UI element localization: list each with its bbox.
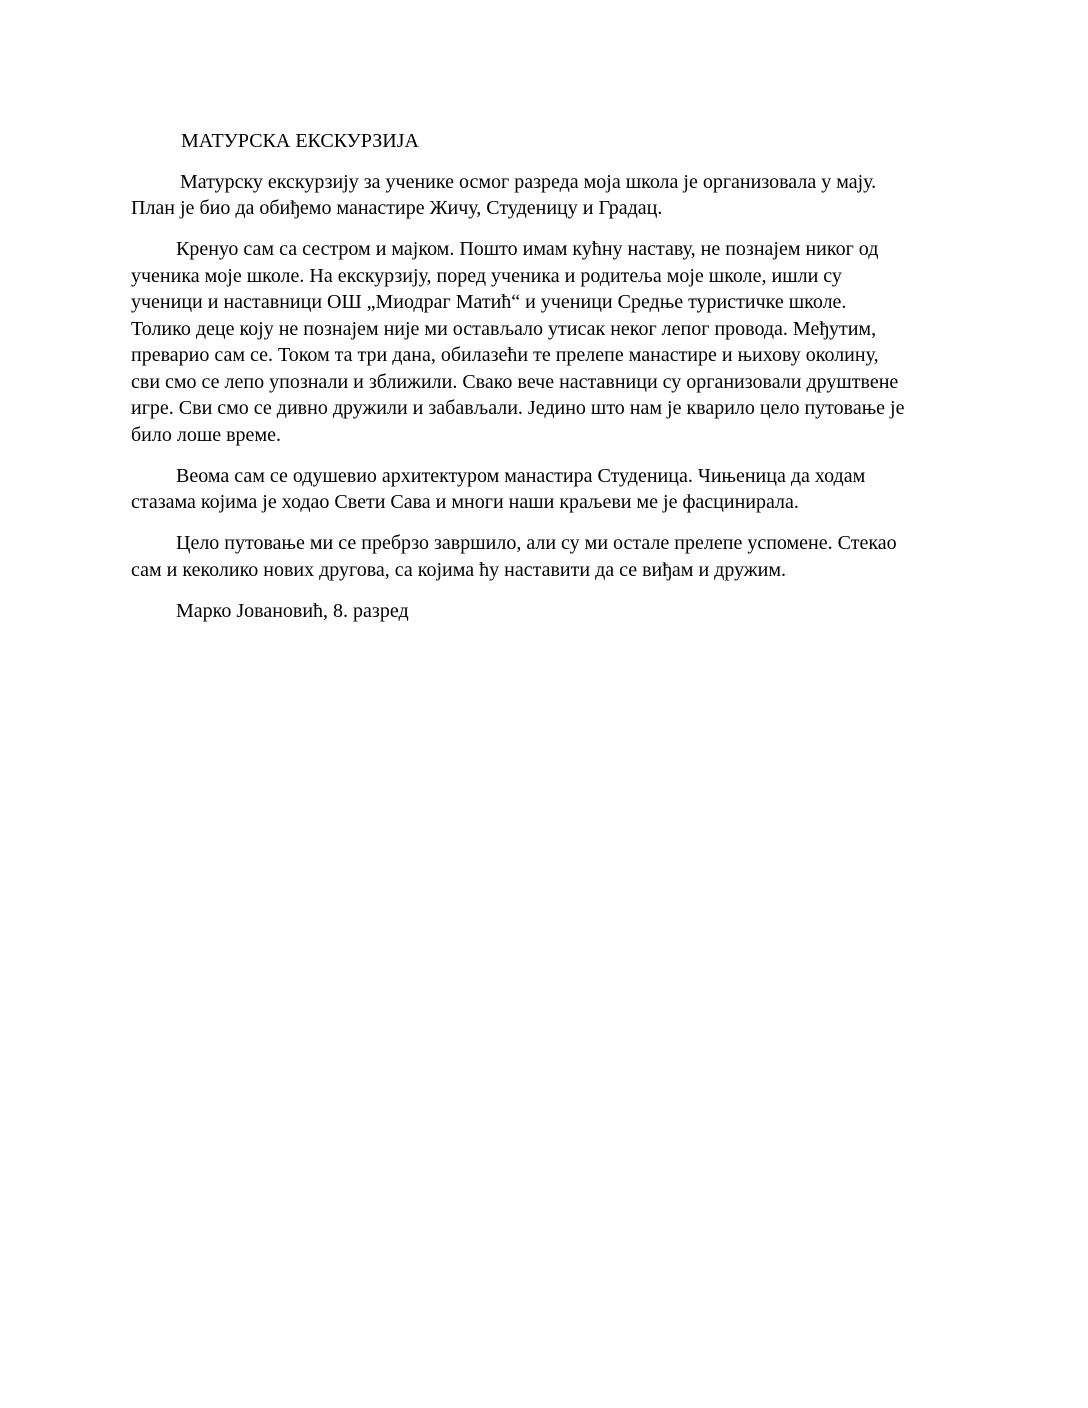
text-line: игре. Сви смо се дивно дружили и забављали. Једино што нам је кварило цело путовање је bbox=[131, 397, 905, 419]
text-line: ученици и наставници ОШ „Миодраг Матић“ и ученици Средње туристичке школе. bbox=[131, 291, 847, 313]
document-title: МАТУРСКА ЕКСКУРЗИЈА bbox=[181, 130, 419, 152]
text-line: стазама којима је ходао Свети Сава и многи наши краљеви ме је фасцинирала. bbox=[131, 491, 799, 513]
text-line: било лоше време. bbox=[131, 423, 281, 446]
text-line: План је био да обиђемо манастире Жичу, Студеницу и Градац. bbox=[131, 197, 663, 219]
text-line: ученика моје школе. На екскурзију, поред ученика и родитеља моје школе, ишли су bbox=[131, 264, 842, 287]
text-line: сви смо се лепо упознали и зближили. Свако вече наставници су организовали друштвене bbox=[131, 370, 899, 393]
text-line: Толико деце коју не познајем није ми остављало утисак неког лепог провода. Међутим, bbox=[131, 317, 877, 340]
text-line: Кренуо сам са сестром и мајком. Пошто имам кућну наставу, не познајем никог од bbox=[176, 238, 879, 260]
text-line: Цело путовање ми се пребрзо завршило, али су ми остале прелепе успомене. Стекао bbox=[176, 532, 897, 554]
text-line: сам и кеколико нових другова, са којима ћу наставити да се виђам и дружим. bbox=[131, 558, 786, 581]
author-signature: Марко Јовановић, 8. разред bbox=[176, 599, 409, 622]
text-line: Веома сам се одушевио архитектуром манастира Студеница. Чињеница да ходам bbox=[176, 464, 866, 487]
paragraph-2 bbox=[131, 236, 961, 448]
paragraph-3 bbox=[131, 463, 961, 516]
paragraph-4 bbox=[131, 530, 961, 583]
text-line: Матурску екскурзију за ученике осмог разреда моја школа је организовала у мају. bbox=[180, 170, 877, 193]
document-body bbox=[131, 128, 961, 624]
text-line: преварио сам се. Током та три дана, обилазећи те прелепе манастире и њихову околину, bbox=[131, 344, 879, 366]
paragraph-1 bbox=[131, 169, 961, 222]
